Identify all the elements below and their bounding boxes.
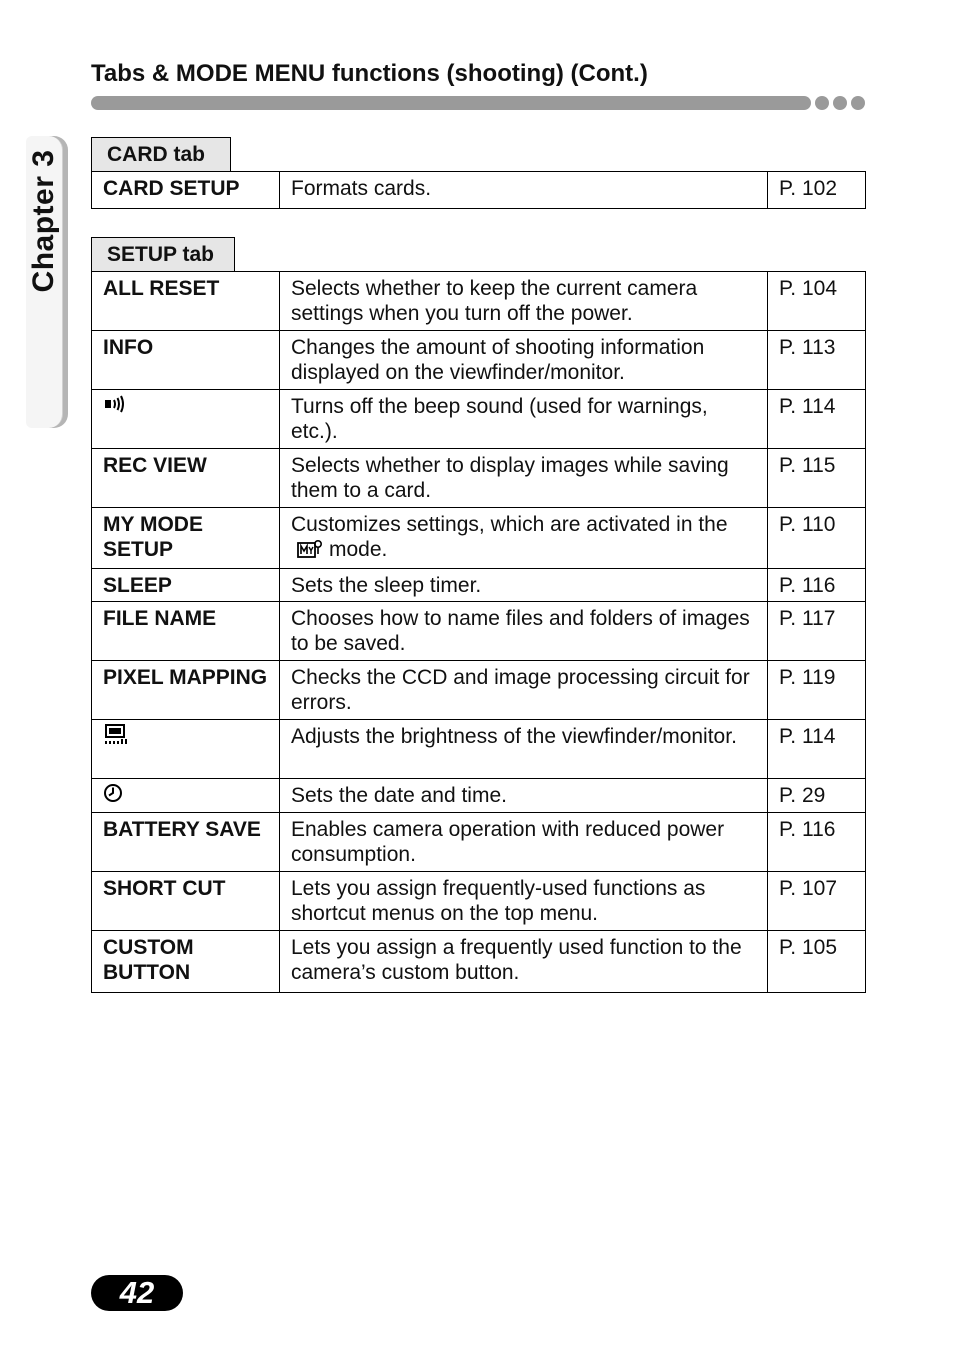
function-description: Sets the sleep timer. (280, 569, 768, 602)
my-mode-icon (297, 539, 323, 565)
table-row (92, 508, 866, 569)
function-description: Lets you assign a frequently used function to the camera’s custom button. (280, 931, 768, 993)
table-row (92, 172, 866, 209)
function-name: CUSTOM BUTTON (92, 931, 280, 993)
function-description: Sets the date and time. (280, 779, 768, 813)
table-row (92, 569, 866, 602)
card-tab-label: CARD tab (91, 137, 231, 171)
page-reference: P. 117 (768, 602, 866, 661)
page-reference: P. 116 (768, 813, 866, 872)
function-name: PIXEL MAPPING (92, 661, 280, 720)
page-reference: P. 116 (768, 569, 866, 602)
page-title: Tabs & MODE MENU functions (shooting) (Cont.) (91, 60, 648, 87)
function-description: Selects whether to display images while saving them to a card. (280, 449, 768, 508)
card-tab-table (91, 171, 866, 209)
page-reference: P. 107 (768, 872, 866, 931)
clock-icon (103, 783, 125, 809)
chapter-label: Chapter 3 (27, 149, 60, 293)
page-reference: P. 29 (768, 779, 866, 813)
table-row (92, 390, 866, 449)
table-row (92, 331, 866, 390)
function-name: SHORT CUT (92, 872, 280, 931)
page-reference: P. 113 (768, 331, 866, 390)
function-description: Customizes settings, which are activated in themode. (280, 508, 768, 569)
page-reference: P. 102 (768, 172, 866, 209)
beep-sound-icon (103, 394, 127, 419)
page-reference: P. 114 (768, 390, 866, 449)
title-rule (91, 96, 865, 110)
function-name: FILE NAME (92, 602, 280, 661)
page-reference: P. 114 (768, 720, 866, 779)
function-name: ALL RESET (92, 272, 280, 331)
function-name: SLEEP (92, 569, 280, 602)
setup-tab-label: SETUP tab (91, 237, 235, 271)
function-name: INFO (92, 331, 280, 390)
table-row (92, 779, 866, 813)
table-row (92, 872, 866, 931)
setup-tab-table (91, 271, 866, 993)
function-description: Enables camera operation with reduced power consumption. (280, 813, 768, 872)
table-row (92, 449, 866, 508)
table-row (92, 661, 866, 720)
table-row (92, 720, 866, 779)
page-reference: P. 104 (768, 272, 866, 331)
function-description: Formats cards. (280, 172, 768, 209)
function-description: Lets you assign frequently-used functions as shortcut menus on the top menu. (280, 872, 768, 931)
table-row (92, 272, 866, 331)
function-description: Selects whether to keep the current camera settings when you turn off the power. (280, 272, 768, 331)
page-reference: P. 115 (768, 449, 866, 508)
function-description: Changes the amount of shooting information displayed on the viewfinder/monitor. (280, 331, 768, 390)
table-row (92, 602, 866, 661)
function-description: Checks the CCD and image processing circuit for errors. (280, 661, 768, 720)
page-number: 42 (91, 1275, 183, 1311)
function-description: Chooses how to name files and folders of images to be saved. (280, 602, 768, 661)
table-row (92, 931, 866, 993)
page-reference: P. 105 (768, 931, 866, 993)
page-reference: P. 110 (768, 508, 866, 569)
function-name: BATTERY SAVE (92, 813, 280, 872)
monitor-brightness-icon (103, 724, 129, 752)
table-row (92, 813, 866, 872)
function-name: CARD SETUP (92, 172, 280, 209)
function-name: MY MODE SETUP (92, 508, 280, 569)
function-name: REC VIEW (92, 449, 280, 508)
function-description: Adjusts the brightness of the viewfinder/monitor. (280, 720, 768, 779)
page-reference: P. 119 (768, 661, 866, 720)
function-description: Turns off the beep sound (used for warnings, etc.). (280, 390, 768, 449)
